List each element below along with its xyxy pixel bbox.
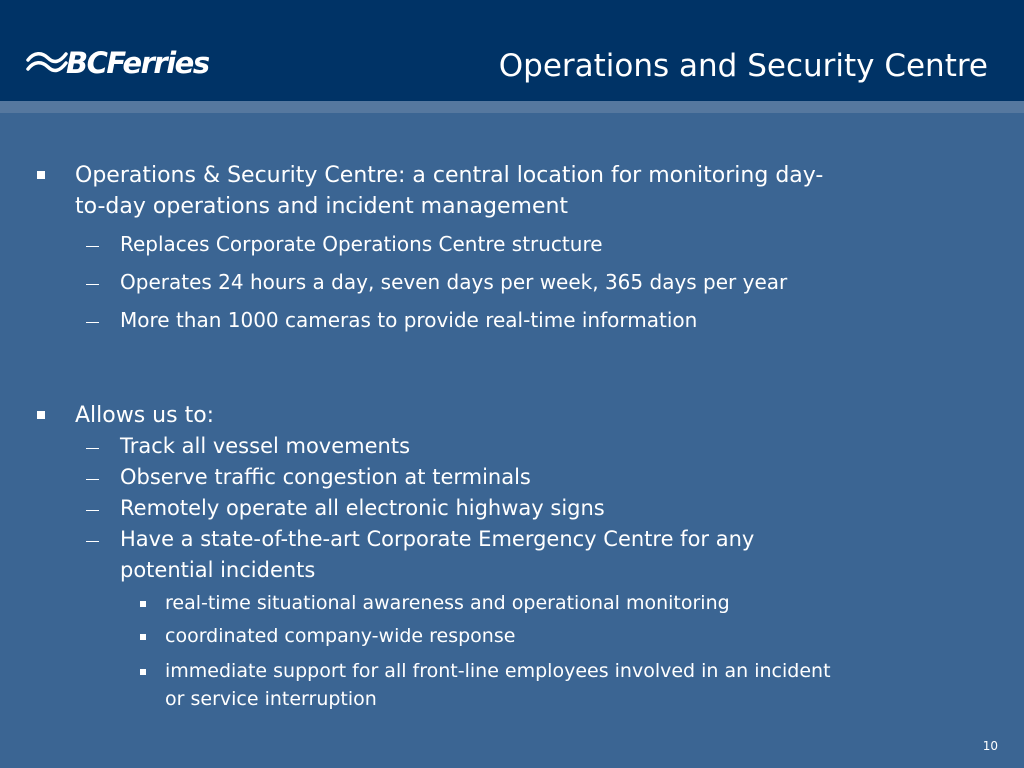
bullet-2-subsub-2: coordinated company-wide response <box>165 625 516 647</box>
dash-icon <box>86 541 99 542</box>
dash-icon <box>86 246 99 247</box>
bullet-2-sub-4-line-1: Have a state-of-the-art Corporate Emergency Centre for any <box>120 527 755 551</box>
bullet-square-icon <box>37 171 45 179</box>
bullet-2-sub-1: Track all vessel movements <box>120 434 411 458</box>
dash-icon <box>86 479 99 480</box>
bullet-2-sub-2: Observe traffic congestion at terminals <box>120 465 531 489</box>
dash-icon <box>86 322 99 323</box>
bullet-square-icon <box>37 411 45 419</box>
bullet-1-sub-2: Operates 24 hours a day, seven days per week, 365 days per year <box>120 270 788 294</box>
bullet-2-subsub-3-line-2: or service interruption <box>165 688 377 710</box>
bullet-2-sub-3: Remotely operate all electronic highway signs <box>120 496 605 520</box>
dash-icon <box>86 284 99 285</box>
bullet-small-square-icon <box>140 634 146 640</box>
bullet-small-square-icon <box>140 669 146 675</box>
bullet-small-square-icon <box>140 601 146 607</box>
page-number: 10 <box>982 739 998 753</box>
bullet-2-sub-4-line-2: potential incidents <box>120 558 316 582</box>
dash-icon <box>86 510 99 511</box>
bullet-1-sub-1: Replaces Corporate Operations Centre structure <box>120 232 603 256</box>
bullet-2: Allows us to: <box>75 403 215 428</box>
bullet-1-line-2: to-day operations and incident management <box>75 194 569 219</box>
brand-name: BCFerries <box>66 46 209 80</box>
bullet-1-line-1: Operations & Security Centre: a central location for monitoring day- <box>75 163 824 188</box>
bullet-2-subsub-3-line-1: immediate support for all front-line employees involved in an incident <box>165 660 831 682</box>
dash-icon <box>86 448 99 449</box>
bullet-2-subsub-1: real-time situational awareness and operational monitoring <box>165 592 730 614</box>
bullet-1-sub-3: More than 1000 cameras to provide real-time information <box>120 308 698 332</box>
slide-title: Operations and Security Centre <box>498 48 988 84</box>
